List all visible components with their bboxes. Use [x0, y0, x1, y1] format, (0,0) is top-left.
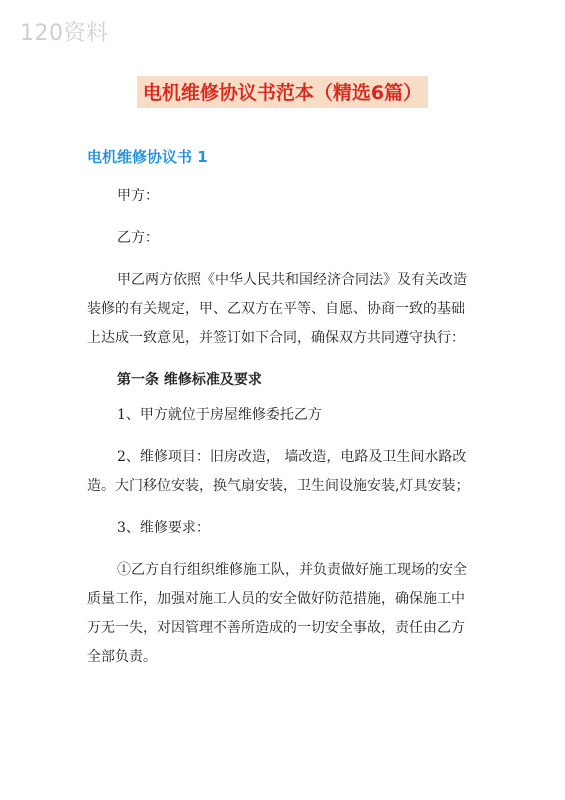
party-b-line: 乙方：	[117, 230, 159, 246]
intro-line-3: 上达成一致意见，并签订如下合同，确保双方共同遵守执行：	[87, 330, 465, 346]
item3-1-line-4: 全部负责。	[87, 649, 157, 665]
title-container	[0, 76, 565, 108]
document-title: 电机维修协议书范本（精选6篇）	[137, 76, 428, 108]
item3-line: 3、维修要求：	[117, 520, 210, 536]
item3-1-line-3: 万无一失，对因管理不善所造成的一切安全事故，责任由乙方	[87, 620, 465, 636]
intro-line-1: 甲乙两方依照《中华人民共和国经济合同法》及有关改造	[117, 272, 467, 288]
item2-line-2: 造。大门移位安装，换气扇安装，卫生间设施安装,灯具安装；	[87, 478, 470, 494]
party-a-line: 甲方：	[117, 188, 159, 204]
item3-1-line-1: ①乙方自行组织维修施工队，并负责做好施工现场的安全	[117, 562, 467, 578]
item2-line-1: 2、维修项目：旧房改造， 墙改造，电路及卫生间水路改	[117, 449, 467, 465]
item3-1-line-2: 质量工作，加强对施工人员的安全做好防范措施，确保施工中	[87, 591, 465, 607]
item1-line: 1、甲方就位于房屋维修委托乙方	[117, 407, 322, 423]
watermark: 120资料	[20, 21, 109, 46]
section-heading: 电机维修协议书 1	[87, 148, 208, 166]
article1-heading: 第一条 维修标准及要求	[117, 372, 262, 388]
intro-line-2: 装修的有关规定，甲、乙双方在平等、自愿、协商一致的基础	[87, 301, 465, 317]
